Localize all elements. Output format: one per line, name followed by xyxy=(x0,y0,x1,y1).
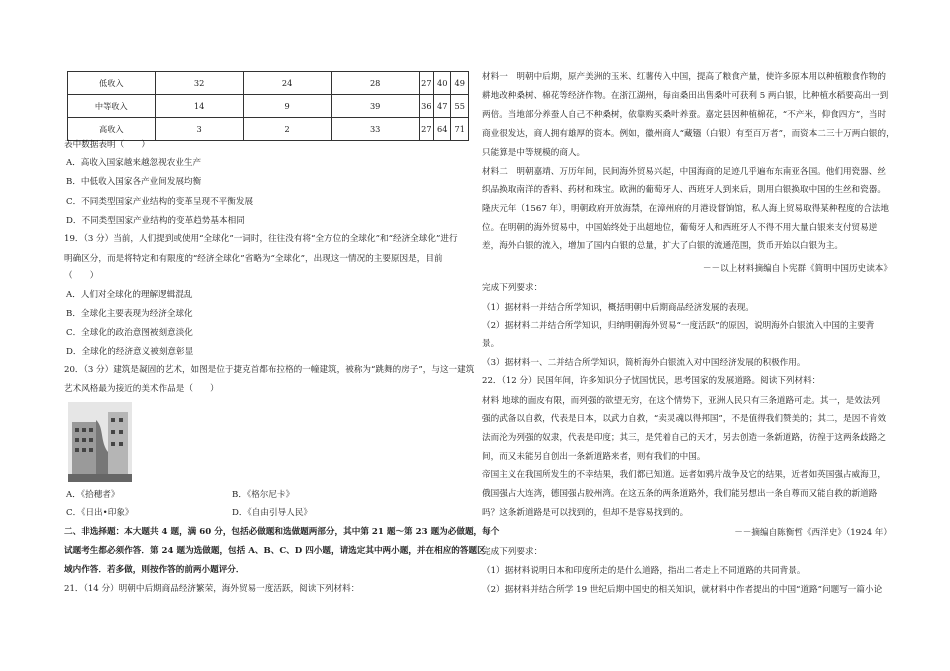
table-row xyxy=(68,118,469,141)
material-two-line: 差，海外白银的流入，增加了国内白银的总量，扩大了白银的流通范围，货币开始以白银为主。 xyxy=(482,241,843,251)
section-two-instructions: 二、非选择题：本大题共 4 题，满 60 分，包括必做题和选做题两部分，其中第 21 题～第 23 题为必做题，每个 xyxy=(64,527,500,537)
table-row xyxy=(68,95,469,118)
q19-option-a: A．人们对全球化的理解逻辑混乱 xyxy=(66,290,193,300)
requirement-item: （3）据材料一、二并结合所学知识，简析海外白银流入对中国经济发展的积极作用。 xyxy=(482,358,806,368)
material-one-line: 材料一 明朝中后期，原产美洲的玉米、红薯传入中国，提高了粮食产量，使许多原本用以种植粮食作物的 xyxy=(482,72,886,82)
requirement-item: （2）据材料二并结合所学知识，归纳明朝海外贸易“一度活跃”的原因，说明海外白银流入中国的主要背 xyxy=(482,321,875,331)
section-two-instructions: 域内作答．若多做，则按作答的前两小题评分． xyxy=(64,565,245,575)
row-label-cell: 中等收入 xyxy=(68,95,156,118)
q22-material-line: 间，而又未能另自创出一条新道路来者，则有我们的中国。 xyxy=(482,452,706,462)
q21-stem: 21．（14 分）明朝中后期商品经济繁荣，海外贸易一度活跃，阅读下列材料： xyxy=(64,584,360,594)
value-cell: 9 xyxy=(243,95,331,118)
value-cell: 36 xyxy=(419,95,433,118)
value-cell: 49 xyxy=(451,72,469,95)
value-cell: 47 xyxy=(433,95,450,118)
q22-material-line: 吗？这条新道路是可以找到的，但却不是容易找到的。 xyxy=(482,508,689,518)
q20-option-d: D．《自由引导人民》 xyxy=(232,508,312,518)
value-cell: 24 xyxy=(243,72,331,95)
material-one-line: 耕地改种桑树、棉花等经济作物。在浙江湖州，每亩桑田出售桑叶可获利 5 两白银，比种植水稻要高出一到 xyxy=(482,91,889,101)
material-two-line: 织品换取南洋的香料、药材和珠宝。欧洲的葡萄牙人、西班牙人到来后，則用白银换取中国的生丝和瓷器。 xyxy=(482,185,886,195)
q20-option-a: A．《拾穗者》 xyxy=(66,490,120,500)
value-cell: 28 xyxy=(331,72,419,95)
q18-option-d: D．不同类型国家产业结构的变革趋势基本相同 xyxy=(66,216,245,226)
value-cell: 14 xyxy=(155,95,243,118)
dancing-house-photo xyxy=(68,402,132,482)
q20-option-c: C．《日出•印象》 xyxy=(66,508,134,518)
source-citation: －－摘编自陈衡哲《西洋史》（1924 年） xyxy=(734,528,892,538)
value-cell: 55 xyxy=(451,95,469,118)
q20-line: 艺术风格最为接近的美术作品是（ ） xyxy=(64,384,219,394)
table-row xyxy=(68,72,469,95)
value-cell: 71 xyxy=(451,118,469,141)
income-data-table xyxy=(67,71,469,141)
requirement-item: （1）据材料说明日本和印度所走的是什么道路，指出二者走上不同道路的共同背景。 xyxy=(482,566,806,576)
q18-option-a: A．高收入国家越来越忽视农业生产 xyxy=(66,158,202,168)
value-cell: 33 xyxy=(331,118,419,141)
material-one-line: 只能算是中等规模的商人。 xyxy=(482,148,586,158)
q18-stem: 表中数据表明（ ） xyxy=(64,140,150,150)
q19-line: （ ） xyxy=(64,271,99,281)
value-cell: 27 xyxy=(419,72,433,95)
value-cell: 27 xyxy=(419,118,433,141)
section-two-instructions: 试题考生都必须作答．第 24 题为选做题，包括 A、B、C、D 四小题，请选定其中两小题，并在相应的答题区 xyxy=(64,546,486,556)
row-label-cell: 高收入 xyxy=(68,118,156,141)
requirements-heading: 完成下列要求： xyxy=(482,547,543,557)
q22-material-line: 法而沦为列强的奴隶，代表是印度；其三，是凭着自己的天才，另去创造一条新道路，彷徨于这两条歧路之 xyxy=(482,433,886,443)
value-cell: 3 xyxy=(155,118,243,141)
q22-material-line: 帝国主义在我国所发生的不幸结果，我们都已知道。远者如鸦片战争及它的结果，近者如英国强占威海卫， xyxy=(482,470,886,480)
q22-stem: 22．（12 分）民国年间，许多知识分子忧国忧民，思考国家的发展道路。阅读下列材料： xyxy=(482,376,821,386)
material-one-line: 商业很发达，商人拥有雄厚的资本。例如，徽州商人“藏镪（白银）有至百万者”，而资本二三十万两白银的， xyxy=(482,129,895,139)
source-citation: －－以上材料摘编自卜宪群《简明中国历史读本》 xyxy=(702,264,892,274)
value-cell: 64 xyxy=(433,118,450,141)
material-two-line: 位。在明朝的海外贸易中，中国始终处于出超地位，葡萄牙人和西班牙人不得不用大量白银来支付贸易逆 xyxy=(482,223,878,233)
q22-material-line: 强的武备以自救，代表是日本，以武力自救，“卖灵魂以得邦国”，不是值得我们赞美的；其二，是因不肯效 xyxy=(482,414,887,424)
value-cell: 40 xyxy=(433,72,450,95)
material-two-line: 材料二 明朝嘉靖、万历年间，民间海外贸易兴起，中国海商的足迹几乎遍布东南亚各国。他们用瓷器、丝 xyxy=(482,167,886,177)
row-label-cell: 低收入 xyxy=(68,72,156,95)
value-cell: 32 xyxy=(155,72,243,95)
value-cell: 2 xyxy=(243,118,331,141)
q18-option-c: C．不同类型国家产业结构的变革呈现不平衡发展 xyxy=(66,197,254,207)
q22-material-line: 材料 地球的面皮有限，而列强的欲望无穷，在这个情势下，亚洲人民只有三条道路可走。其一，是效法列 xyxy=(482,396,881,406)
q19-line: 明确区分，而是将特定和有限度的“经济全球化”省略为“全球化”，出现这一情况的主要原因是，目前 xyxy=(64,254,443,264)
q19-option-b: B．全球化主要表现为经济全球化 xyxy=(66,309,193,319)
requirements-heading: 完成下列要求： xyxy=(482,283,543,293)
q18-option-b: B．中低收入国家各产业间发展均衡 xyxy=(66,177,202,187)
material-one-line: 两倍。当地部分养蚕人自己不种桑树，依靠购买桑叶养蚕。嘉定县因种植棉花，“不产米，仰食四方”，当时 xyxy=(482,110,887,120)
q20-option-b: B．《格尔尼卡》 xyxy=(232,490,295,500)
material-two-line: 隆庆元年（1567 年），明朝政府开放海禁，在漳州府的月港设督饷馆，私人海上贸易取得某种程度的合法地 xyxy=(482,204,890,214)
requirement-item: 景。 xyxy=(482,339,500,349)
q22-material-line: 俄国强占大连湾，德国强占胶州湾。在这五条的两条道路外，我们能另想出一条自尊而又能自救的新道路 xyxy=(482,489,878,499)
requirement-item: （2）据材料并结合所学 19 世纪后期中国史的相关知识，就材料中作者提出的中国“道路”问题写一篇小论 xyxy=(482,585,883,595)
q19-option-c: C．全球化的政治意图被刻意淡化 xyxy=(66,328,193,338)
q19-line: 19．（3 分）当前，人们提到或使用“全球化”一词时，往往没有将“全方位的全球化”和“经济全球化”进行 xyxy=(64,234,458,244)
value-cell: 39 xyxy=(331,95,419,118)
q20-line: 20．（3 分）建筑是凝固的艺术，如图是位于捷克首都布拉格的一幢建筑，被称为“跳舞的房子”，与这一建筑 xyxy=(64,365,475,375)
q19-option-d: D．全球化的经济意义被刻意彰显 xyxy=(66,347,194,357)
requirement-item: （1）据材料一并结合所学知识，概括明朝中后期商品经济发展的表现。 xyxy=(482,303,754,313)
